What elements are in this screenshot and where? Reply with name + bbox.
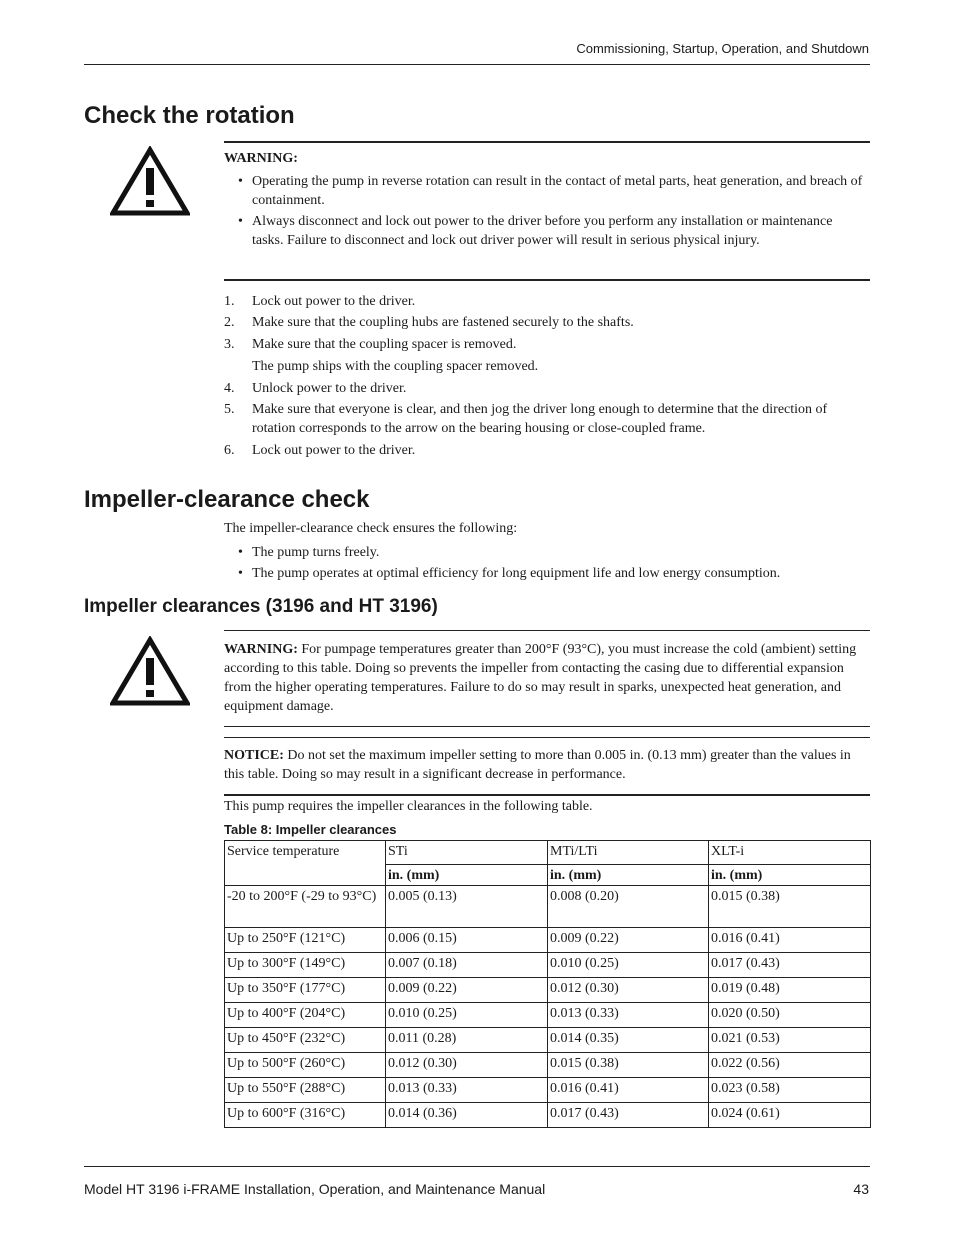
table-cell: 0.009 (0.22) xyxy=(386,978,548,1003)
table-cell: 0.016 (0.41) xyxy=(709,928,871,953)
section-title-impeller-check: Impeller-clearance check xyxy=(84,486,370,513)
table-cell: 0.013 (0.33) xyxy=(548,1003,709,1028)
subsection-title-clearances: Impeller clearances (3196 and HT 3196) xyxy=(84,596,438,617)
table-cell: Up to 550°F (288°C) xyxy=(225,1078,386,1103)
warning-label: WARNING: xyxy=(224,642,298,657)
table-cell: 0.014 (0.36) xyxy=(386,1103,548,1128)
table-cell: 0.012 (0.30) xyxy=(386,1053,548,1078)
warning-text: For pumpage temperatures greater than 200°F (93°C), you must increase the cold (ambient) setting according to this table. Doing so prevents the impeller from contacting the casing due to differential expansion from the higher operating temperatures. Failure to do so may result in sparks, unexpected heat generation, and equipment damage. xyxy=(224,642,857,714)
warning-label: WARNING: xyxy=(224,151,298,166)
table-cell: 0.010 (0.25) xyxy=(386,1003,548,1028)
notice-text: Do not set the maximum impeller setting to more than 0.005 in. (0.13 mm) greater than the values in this table. Doing so may result in a significant decrease in performance. xyxy=(224,748,851,782)
table-cell: -20 to 200°F (-29 to 93°C) xyxy=(225,886,386,928)
step-text: Lock out power to the driver. xyxy=(252,294,416,309)
step-number: 4. xyxy=(224,381,235,396)
table-row xyxy=(225,1078,871,1103)
warning-top-rule xyxy=(224,630,870,631)
table-cell: 0.017 (0.43) xyxy=(548,1103,709,1128)
warning-top-rule xyxy=(224,141,870,143)
warning-bullet: Operating the pump in reverse rotation can result in the contact of metal parts, heat generation, and breach of containment. xyxy=(252,174,863,208)
column-header: STi xyxy=(386,841,548,865)
table-row xyxy=(225,1103,871,1128)
table-cell: Up to 600°F (316°C) xyxy=(225,1103,386,1128)
step-note: The pump ships with the coupling spacer removed. xyxy=(252,359,539,374)
table-intro: This pump requires the impeller clearances in the following table. xyxy=(224,799,593,814)
table-cell: 0.012 (0.30) xyxy=(548,978,709,1003)
table-cell: 0.009 (0.22) xyxy=(548,928,709,953)
table-cell: 0.010 (0.25) xyxy=(548,953,709,978)
step-text: Lock out power to the driver. xyxy=(252,443,416,458)
page-number: 43 xyxy=(853,1181,869,1197)
running-header: Commissioning, Startup, Operation, and Shutdown xyxy=(576,41,869,56)
table-row xyxy=(225,978,871,1003)
table-cell: 0.016 (0.41) xyxy=(548,1078,709,1103)
step-number: 3. xyxy=(224,337,235,352)
table-cell: 0.020 (0.50) xyxy=(709,1003,871,1028)
table-cell: Up to 400°F (204°C) xyxy=(225,1003,386,1028)
table-cell: 0.015 (0.38) xyxy=(548,1053,709,1078)
table-cell: 0.008 (0.20) xyxy=(548,886,709,928)
table-cell: 0.006 (0.15) xyxy=(386,928,548,953)
table-row xyxy=(225,886,871,928)
impeller-check-intro: The impeller-clearance check ensures the following: xyxy=(224,521,518,536)
table-cell: 0.023 (0.58) xyxy=(709,1078,871,1103)
table-cell: Up to 300°F (149°C) xyxy=(225,953,386,978)
warning-triangle-icon xyxy=(110,146,190,216)
table-cell: 0.019 (0.48) xyxy=(709,978,871,1003)
unit-header: in. (mm) xyxy=(548,865,709,886)
column-header: Service temperature xyxy=(225,841,386,886)
table-cell: 0.021 (0.53) xyxy=(709,1028,871,1053)
table-cell: 0.017 (0.43) xyxy=(709,953,871,978)
header-rule xyxy=(84,64,870,65)
notice-top-rule xyxy=(224,737,870,738)
table-cell: 0.013 (0.33) xyxy=(386,1078,548,1103)
bullet-dot: • xyxy=(238,545,243,560)
unit-header: in. (mm) xyxy=(386,865,548,886)
table-cell: Up to 450°F (232°C) xyxy=(225,1028,386,1053)
table-cell: Up to 350°F (177°C) xyxy=(225,978,386,1003)
table-cell: Up to 500°F (260°C) xyxy=(225,1053,386,1078)
footer-manual-title: Model HT 3196 i-FRAME Installation, Operation, and Maintenance Manual xyxy=(84,1181,546,1197)
warning-triangle-icon xyxy=(110,636,190,706)
notice-label: NOTICE: xyxy=(224,748,284,763)
impeller-clearances-table xyxy=(224,840,871,1128)
step-text: Make sure that the coupling hubs are fastened securely to the shafts. xyxy=(252,315,634,330)
table-row xyxy=(225,1028,871,1053)
step-number: 6. xyxy=(224,443,235,458)
table-row xyxy=(225,1053,871,1078)
step-number: 1. xyxy=(224,294,235,309)
warning-bottom-rule xyxy=(224,279,870,281)
impeller-check-bullet: The pump operates at optimal efficiency for long equipment life and low energy consumption. xyxy=(252,566,781,581)
table-row xyxy=(225,928,871,953)
footer-rule xyxy=(84,1166,870,1167)
bullet-dot: • xyxy=(238,214,243,229)
table-row xyxy=(225,953,871,978)
table-cell: 0.022 (0.56) xyxy=(709,1053,871,1078)
step-text: Make sure that everyone is clear, and then jog the driver long enough to determine that the direction of rotation corresponds to the arrow on the bearing housing or close-coupled frame. xyxy=(252,402,828,436)
table-cell: 0.015 (0.38) xyxy=(709,886,871,928)
table-cell: 0.005 (0.13) xyxy=(386,886,548,928)
notice-box xyxy=(224,746,864,784)
step-number: 5. xyxy=(224,402,235,417)
table-cell: 0.011 (0.28) xyxy=(386,1028,548,1053)
warning-bottom-rule xyxy=(224,726,870,727)
unit-header: in. (mm) xyxy=(709,865,871,886)
clearance-warning xyxy=(224,640,870,716)
column-header: MTi/LTi xyxy=(548,841,709,865)
table-cell: 0.014 (0.35) xyxy=(548,1028,709,1053)
table-row xyxy=(225,1003,871,1028)
step-text: Unlock power to the driver. xyxy=(252,381,407,396)
impeller-check-bullet: The pump turns freely. xyxy=(252,545,380,560)
table-cell: 0.024 (0.61) xyxy=(709,1103,871,1128)
bullet-dot: • xyxy=(238,566,243,581)
step-text: Make sure that the coupling spacer is removed. xyxy=(252,337,517,352)
bullet-dot: • xyxy=(238,174,243,189)
notice-bottom-rule xyxy=(224,794,870,796)
section-title-rotation: Check the rotation xyxy=(84,102,295,129)
step-number: 2. xyxy=(224,315,235,330)
column-header: XLT-i xyxy=(709,841,871,865)
table-header-row xyxy=(225,841,871,865)
table-caption: Table 8: Impeller clearances xyxy=(224,822,397,837)
table-cell: Up to 250°F (121°C) xyxy=(225,928,386,953)
warning-bullet: Always disconnect and lock out power to the driver before you perform any installation or maintenance tasks. Failure to disconnect and lock out driver power will result in serious physical injury. xyxy=(252,214,833,248)
table-cell: 0.007 (0.18) xyxy=(386,953,548,978)
